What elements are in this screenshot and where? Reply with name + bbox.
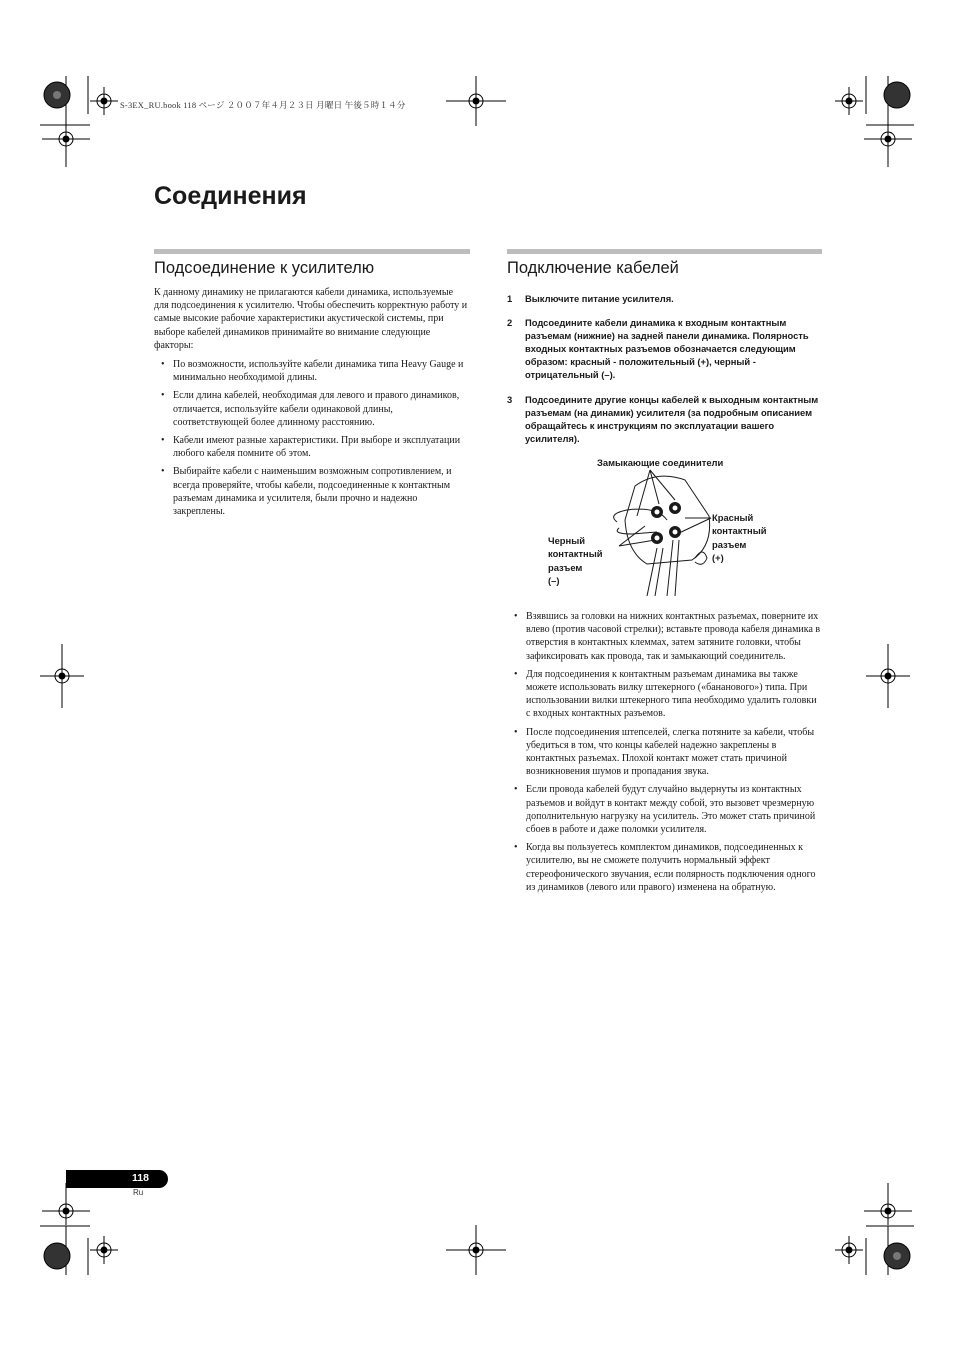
list-item: • Для подсоединения к контактным разъемам динамика вы также можете использовать вилку штекерного («бананового») типа. При использовании вилки штекерного типа необходимо удалить головки с входных контактных разъемов. [514,668,817,720]
file-info-line: S-3EX_RU.book 118 ページ ２００７年４月２３日 月曜日 午後５時１４分 [120,100,406,110]
label-jumpers: Замыкающие соединители [597,456,724,468]
list-item: • Кабели имеют разные характеристики. При выборе и эксплуатации любого кабеля помните об этом. [161,435,461,460]
step-2: 2 Подсоедините кабели динамика к входным контактным разъемам (нижние) на задней панели динамика. Полярность входных контактных разъемов обозначается следующим образом: красный - положительный (+), черный - отрицательный (–). [507,317,809,381]
page-number: 118 [132,1172,149,1184]
language-code: Ru [133,1188,144,1197]
page-number-tab [66,1170,168,1188]
step-1: 1 Выключите питание усилителя. [507,293,674,304]
right-column [507,249,822,899]
list-item: • По возможности, используйте кабели динамика типа Heavy Gauge и минимально необходимой длины. [161,359,464,384]
left-column [154,249,470,523]
connection-notes-list [507,610,822,894]
section-heading-cables: Подключение кабелей [507,259,679,277]
list-item: • Выбирайте кабели с наименьшим возможным сопротивлением, и всегда проверяйте, чтобы кабели, подсоединенные к контактным разъемам динамика и усилителя, были прочно и надежно закреплены. [161,466,452,518]
intro-paragraph: К данному динамику не прилагаются кабели динамика, используемые для подсоединения к усилителю. Чтобы обеспечить корректную работу и самые высокие рабочие характеристики акустической системы, при выборе кабелей динамиков принимайте во внимание следующие факторы: [154,287,468,351]
factors-list [154,358,470,518]
section-heading-amplifier: Подсоединение к усилителю [154,259,375,277]
terminal-diagram [507,456,822,606]
list-item: • Когда вы пользуетесь комплектом динамиков, подсоединенных к усилителю, вы не сможете получить нормальный эффект стереофонического звучания, если полярность подключения одного из динамиков (левого или правого) изменена на обратную. [514,842,816,893]
label-red-terminal: Красный контактный разъем (+) [712,511,767,564]
page-title: Соединения [154,182,307,210]
label-black-terminal: Черный контактный разъем (–) [548,534,603,587]
section-rule [154,249,470,254]
list-item: • Если длина кабелей, необходимая для левого и правого динамиков, отличается, используйте кабели одинаковой длины, соответствующей более длинному расстоянию. [161,390,460,428]
list-item: • Если провода кабелей будут случайно выдернуты из контактных разъемов и войдут в контакт между собой, это вызовет чрезмерную дополнительную нагрузку на усилитель. Это может стать причиной сбоев в работе и даже поломки усилителя. [514,784,816,835]
step-3: 3 Подсоедините другие концы кабелей к выходным контактным разъемам (на динамик) усилителя (за подробным описанием обращайтесь к инструкциям по эксплуатации вашего усилителя). [507,393,819,444]
section-rule [507,249,822,254]
terminal-illustration [507,456,822,606]
list-item: • Взявшись за головки на нижних контактных разъемах, поверните их влево (против часовой стрелки); вставьте провода кабеля динамика в отверстия в контактных клеммах, затем затяните головки, чтобы зафиксировать как провода, так и замыкающий соединитель. [514,610,821,662]
list-item: • После подсоединения штепселей, слегка потяните за кабели, чтобы убедиться в том, что концы кабелей надежно закреплены в контактных разъемах. Плохой контакт может стать причиной возникновения шумов и пропадания звука. [514,726,815,778]
